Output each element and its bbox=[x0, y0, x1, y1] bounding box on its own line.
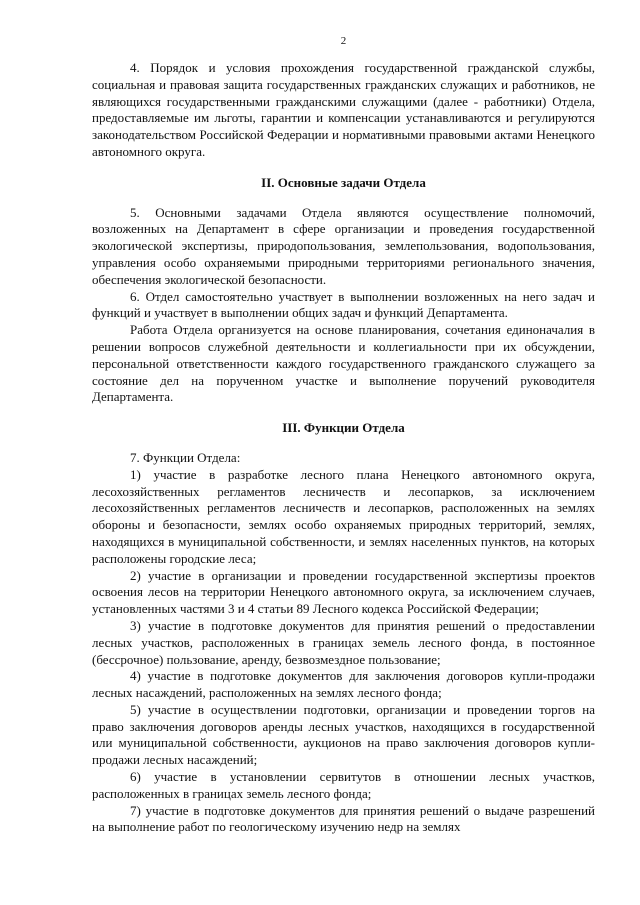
paragraph-5: 5. Основными задачами Отдела являются осуществление полномочий, возложенных на Департамент в сфере организации и проведения государственной экологической экспертизы, природопользования, землепользования, водопользования, управления особо охраняемыми природными территориями регионального значения, обеспечения экологической безопасности. bbox=[92, 204, 595, 287]
document-page bbox=[92, 34, 595, 836]
paragraph-6: 6. Отдел самостоятельно участвует в выполнении возложенных на него задач и функций и участвует в выполнении общих задач и функций Департамента. bbox=[92, 288, 595, 321]
function-item-4: 4) участие в подготовке документов для заключения договоров купли-продажи лесных насаждений, расположенных на землях лесного фонда; bbox=[92, 668, 595, 701]
page-number: 2 bbox=[340, 35, 347, 47]
paragraph-7: 7. Функции Отдела: bbox=[130, 449, 241, 465]
function-item-2: 2) участие в организации и проведении государственной экспертизы проектов освоения лесов на территории Ненецкого автономного округа, за исключением случаев, установленных частями 3 и 4 статьи 89 Лесного кодекса Российской Федерации; bbox=[92, 567, 595, 617]
section-heading-tasks: II. Основные задачи Отдела bbox=[261, 174, 426, 190]
function-item-1: 1) участие в разработке лесного плана Ненецкого автономного округа, лесохозяйственных регламентов лесничеств и лесопарков, за исключением лесохозяйственных регламентов лесничеств и лесопарков, расположенных на землях обороны и безопасности, землях особо охраняемых природных территорий, землях, находящихся в муниципальной собственности, и землях населенных пунктов, на которых расположены городские леса; bbox=[92, 466, 595, 566]
function-item-6: 6) участие в установлении сервитутов в отношении лесных участков, расположенных в границах земель лесного фонда; bbox=[92, 769, 595, 801]
function-item-3: 3) участие в подготовке документов для принятия решений о предоставлении лесных участков, расположенных в границах земель лесного фонда, в постоянное (бессрочное) пользование, аренду, безвозмездное пользование; bbox=[92, 617, 595, 667]
section-heading-functions: III. Функции Отдела bbox=[282, 420, 405, 436]
function-item-5: 5) участие в осуществлении подготовки, организации и проведении торгов на право заключения договоров аренды лесных участков, находящихся в государственной или муниципальной собственности, аукционов на право заключения договоров купли-продажи лесных насаждений; bbox=[92, 701, 595, 768]
paragraph-4: 4. Порядок и условия прохождения государственной гражданской службы, социальная и правовая защита государственных гражданских служащих и работников, не являющихся государственными гражданскими служащими (далее - работники) Отдела, предоставляемые им льготы, гарантии и компенсации устанавливаются и регулируются законодательством Российской Федерации и нормативными правовыми актами Ненецкого автономного округа. bbox=[92, 60, 595, 159]
paragraph-work-organization: Работа Отдела организуется на основе планирования, сочетания единоначалия в решении вопросов служебной деятельности и коллегиальности при их обсуждении, персональной ответственности каждого государственного гражданского служащего за состояние дел на порученном участке и выполнение поручений руководителя Департамента. bbox=[92, 322, 595, 405]
function-item-7: 7) участие в подготовке документов для принятия решений о выдаче разрешений на выполнение работ по геологическому изучению недр на землях bbox=[92, 802, 595, 835]
